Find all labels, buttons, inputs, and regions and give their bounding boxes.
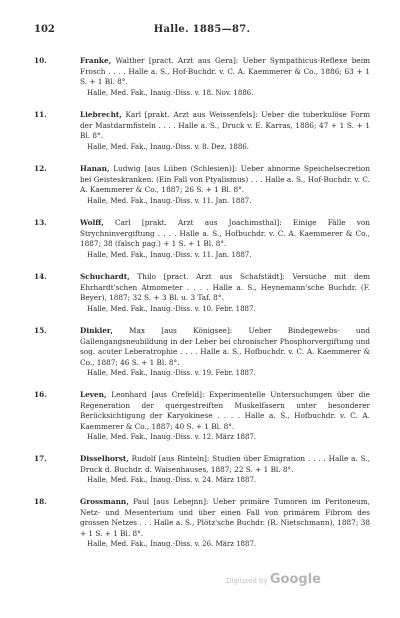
entry bbox=[34, 164, 370, 206]
entry-description: Carl [prakt. Arzt aus Joachimsthal]: Einige Fälle von Strychninvergiftung . . . . Halle a. S., Hofbuchdr. v. C. A. Kaemmerer & Co., 1887; 38 (falsch pag.) + 1 S. + 1 Bl. 8°. bbox=[80, 218, 370, 248]
author-name: Dinkler, bbox=[80, 326, 113, 335]
entry-text bbox=[80, 164, 370, 196]
entry-meta: Halle, Med. Fak., Inaug.-Diss. v. 12. März 1887. bbox=[87, 433, 257, 441]
author-name: Leven, bbox=[80, 390, 107, 399]
entry-text bbox=[80, 454, 370, 475]
page-number: 102 bbox=[34, 24, 55, 35]
entry-text bbox=[80, 218, 370, 250]
entry-description: Rudolf [aus Rinteln]: Studien über Emigration . . . . Halle a. S., Druck d. Buchdr. d. Waisenhauses, 1887; 22 S. + 1 Bl. 8°. bbox=[80, 454, 370, 474]
entry-meta: Halle, Med. Fak., Inaug.-Diss. v. 11. Jan. 1887. bbox=[87, 196, 252, 205]
entry-meta: Halle, Med. Fak., Inaug.-Diss. v. 11. Jan. 1887. bbox=[87, 250, 252, 259]
entry-description: Max [aus Königsee]: Ueber Bindegewebs- und Gallengangsneubildung in der Leber bei chronischer Phosphorvergiftung und sog. acuter Leberatrophie . . . . Halle a. S., Hofbuchdr. v. C. A. Kaemmerer & Co., 1887; 46 S. + 1 Bl. 8°. bbox=[80, 326, 370, 367]
entry-description: Karl [prakt. Arzt aus Weissenfels]: Ueber die tuberkulöse Form der Mastdarmfisteln . . . . Halle a. S., Druck v. E. Karras, 1886; 47 + 1 S. + 1 Bl. 8°. bbox=[80, 110, 370, 140]
entry-text bbox=[80, 326, 370, 368]
entry-description: Paul [aus Lebejnn]: Ueber primäre Tumoren im Peritoneum, Netz- und Mesenterium und über einen Fall von primärem Fibrom des grossen Netzes . . . Halle a. S., Plötz'sche Buchdr. (R. Nietschmann), 1887; 38 + 1 S. + 1 Bl. 8°. bbox=[80, 497, 370, 538]
entry-text bbox=[80, 272, 370, 304]
entry bbox=[34, 272, 370, 314]
entry-description: Ludwig [aus Lüben (Schlesien)]: Ueber abnorme Speichelsecretion bei Geisteskranken. (Ein Fall von Ptyalismus) . . . Halle a. S., Hof-Buchdr. v. C. A. Kaemmerer & Co., 1887; 26 S. + 1 Bl. 8°. bbox=[80, 164, 370, 194]
entry-number: 17. bbox=[34, 454, 47, 463]
author-name: Disselhorst, bbox=[80, 454, 129, 463]
entry bbox=[34, 56, 370, 98]
entry-number: 12. bbox=[34, 164, 47, 173]
entry-number: 15. bbox=[34, 326, 47, 335]
author-name: Grossmann, bbox=[80, 497, 129, 506]
entry-number: 10. bbox=[34, 56, 47, 65]
watermark-prefix: Digitized by bbox=[226, 577, 268, 585]
entry-meta: Halle, Med. Fak., Inaug.-Diss. v. 18. Nov. 1886. bbox=[87, 88, 254, 97]
author-name: Hanan, bbox=[80, 164, 110, 173]
entry-text bbox=[80, 497, 370, 539]
entry-meta: Halle, Med. Fak., Inaug.-Diss. v. 19. Febr. 1887. bbox=[87, 369, 256, 377]
author-name: Franke, bbox=[80, 56, 112, 65]
entry-text bbox=[80, 110, 370, 142]
entry bbox=[34, 390, 370, 443]
google-watermark bbox=[226, 572, 321, 587]
entry-text bbox=[80, 390, 370, 432]
entry-meta: Halle, Med. Fak., Inaug.-Diss. v. 24. März 1887. bbox=[87, 476, 257, 484]
entry bbox=[34, 110, 370, 152]
entry bbox=[34, 454, 370, 486]
google-logo: Google bbox=[269, 572, 322, 587]
entry-number: 18. bbox=[34, 497, 47, 506]
entry bbox=[34, 326, 370, 379]
entry-meta: Halle, Med. Fak., Inaug.-Diss. v. 10. Febr. 1887. bbox=[87, 304, 256, 313]
entry bbox=[34, 497, 370, 550]
entry-meta: Halle, Med. Fak., Inaug.-Diss. v. 8. Dez. 1886. bbox=[87, 142, 249, 151]
author-name: Liebrecht, bbox=[80, 110, 122, 119]
entry-number: 13. bbox=[34, 218, 47, 227]
entry-number: 16. bbox=[34, 390, 47, 399]
entry-description: Walther [pract. Arzt aus Gera]: Ueber Sympathicus-Reflexe beim Frosch . . . . Halle a. S., Hof-Buchdr. v. C. A. Kaemmerer & Co., 1886; 63 + 1 S. + 1 Bl. 8°. bbox=[80, 56, 370, 86]
entry-description: Thilo [pract. Arzt aus Schafstädt]: Versuche mit dem Ehrhardt'schen Atmometer . . . . Halle a. S., Heynemann'sche Buchdr. (F. Beyer), 1887; 32 S. + 3 Bl. u. 3 Taf. 8°. bbox=[80, 272, 370, 302]
entry-description: Leonhard [aus Crefeld]: Experimentelle Untersuchungen über die Regeneration der quergestreiften Muskelfasern unter besonderer Berücksichtigung der Karyokinese . . . . Halle a. S., Hofbuchdr. v. C. A. Kaemmerer & Co., 1887; 40 S. + 1 Bl. 8°. bbox=[80, 390, 371, 431]
running-title: Halle. 1885—87. bbox=[153, 24, 251, 35]
entry-meta: Halle, Med. Fak., Inaug.-Diss. v. 26. März 1887. bbox=[87, 540, 257, 548]
author-name: Schuchardt, bbox=[80, 272, 130, 281]
entry bbox=[34, 218, 370, 260]
entry-number: 11. bbox=[34, 110, 47, 119]
entry-text bbox=[80, 56, 370, 88]
author-name: Wolff, bbox=[80, 218, 104, 227]
entry-number: 14. bbox=[34, 272, 47, 281]
